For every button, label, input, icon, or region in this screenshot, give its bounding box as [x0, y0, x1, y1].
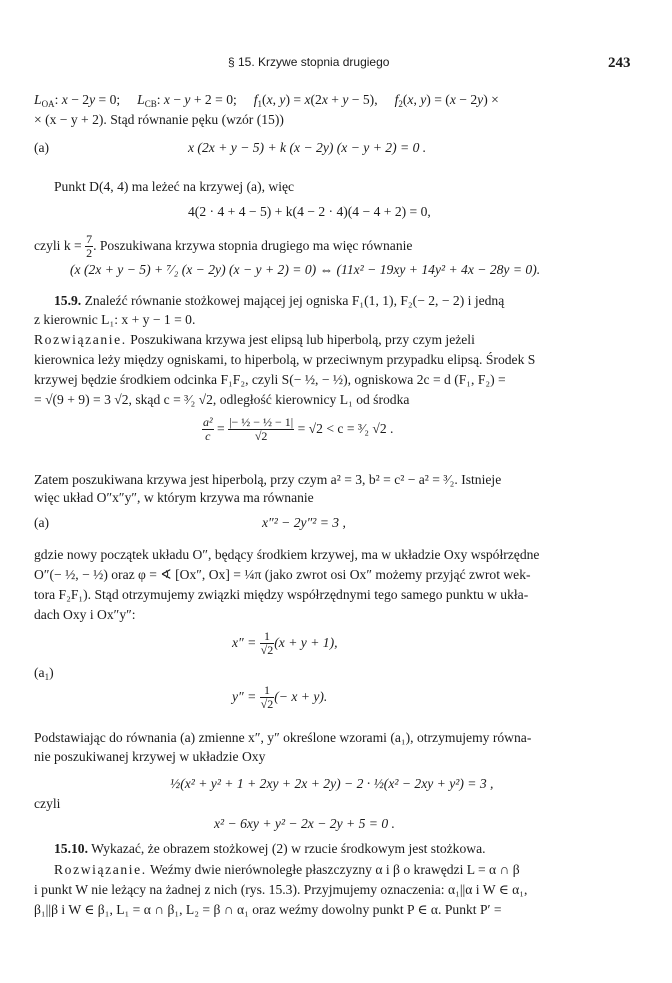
line-gdzie-2: O″(− ½, − ½) oraz φ = ∢ [Ox″, Ox] = ¼π (jako zwrot osi Ox″ możemy przyjąć zwrot wek- [34, 567, 531, 582]
problem-text: Wykazać, że obrazem stożkowej (2) w rzucie środkowym jest stożkowa. [91, 841, 486, 856]
problem-text: Znaleźć równanie stożkowej mającej jej ogniska F₁(1, 1), F₂(− 2, − 2) i jedną [84, 293, 505, 308]
fraction-denominator: √2 [260, 697, 274, 712]
equation-directrix: $\frac{\text{a²}}{c}$ = $\frac{\text{|− ½ − ½ − 1|}}{√2}$ = √2 < c = ³⁄₂ √2 . [203, 415, 394, 444]
equation-tag-a: (a) [34, 140, 50, 155]
line-czyli: czyli [34, 796, 61, 811]
fraction-numerator: |− ½ − ½ − 1| [229, 415, 294, 429]
equation-pencil: x (2x + y − 5) + k (x − 2y) (x − y + 2) = 0 . [188, 140, 427, 155]
solution-text: Poszukiwana krzywa jest elipsą lub hiperbolą, przy czym jeżeli [130, 332, 475, 347]
czyli-k-prefix: czyli k = [34, 237, 86, 253]
fraction-1-sqrt2 [260, 630, 275, 657]
line-gdzie-4: dach Oxy i Ox″y″: [34, 607, 136, 622]
fraction-1-sqrt2-b [260, 684, 275, 711]
problem-15-10 [54, 842, 486, 856]
y-rhs: (− x + y). [274, 688, 328, 704]
equation-substitution: 4(2 · 4 + 4 − 5) + k(4 − 2 · 4)(4 − 4 + 2) = 0, [188, 204, 431, 219]
fraction-numerator: a² [203, 415, 213, 429]
line-podstawiajac: Podstawiając do równania (a) zmienne x″, y″ określone wzorami (a₁), otrzymujemy równa- [34, 730, 532, 745]
equation-result: (x (2x + y − 5) + ⁷⁄₂ (x − 2y) (x − y + 2) = 0) ⇔ (11x² − 19xy + 14y² + 4x − 28y = 0). [70, 262, 541, 277]
solution-line-1 [34, 333, 475, 347]
problem-15-9-line2: z kierownic L₁: x + y − 1 = 0. [34, 312, 196, 327]
solution-label: Rozwiązanie. [34, 332, 127, 347]
fraction-denominator: √2 [260, 643, 274, 658]
czyli-k-suffix: . Poszukiwana krzywa stopnia drugiego ma więc równanie [93, 237, 413, 253]
fraction-abs-sqrt2 [228, 416, 294, 443]
fraction-denominator: 2 [86, 246, 93, 261]
solution-line-3: krzywej będzie środkiem odcinka F₁F₂, czyli S(− ½, − ½), ogniskowa 2c = d (F₁, F₂) = [34, 372, 506, 387]
tag-open: (a [34, 665, 45, 680]
fraction-7-2 [85, 233, 93, 260]
line-gdzie-3: tora F₂F₁). Stąd otrzymujemy związki między współrzędnymi tego samego punktu w ukła- [34, 587, 529, 602]
problem-15-9 [54, 294, 504, 308]
equation-hyperbola-canonical: x″² − 2y″² = 3 , [262, 515, 346, 530]
line-gdzie-1: gdzie nowy początek układu O″, będący środkiem krzywej, ma w układzie Oxy współrzędne [34, 547, 540, 562]
page-number: 243 [608, 55, 631, 71]
solution-2-line-1 [54, 863, 520, 877]
x-rhs: (x + y + 1), [274, 634, 338, 650]
line-zatem: Zatem poszukiwana krzywa jest hiperbolą, przy czym a² = 3, b² = c² − a² = ³⁄₂. Istnieje [34, 472, 502, 487]
line-czyli-k [34, 233, 412, 260]
equation-x-transform [232, 630, 338, 657]
solution-line-2: kierownica leży między ogniskami, to hiperbolą, w przeciwnym przypadku elipsą. Środek S [34, 352, 536, 367]
fraction-denominator: √2 [254, 429, 268, 444]
solution-line-4: = √(9 + 9) = 3 √2, skąd c = ³⁄₂ √2, odległość kierownicy L₁ od środka [34, 392, 410, 407]
line-1: $L_{OA}$: x − 2y = 0; $L_{CB}$: x − y + 2 = 0; $f_1(x$, y) = x(2x + y − 5), $f_2(x$, y) = (x − 2y) × [34, 92, 499, 109]
fraction-numerator: 1 [260, 684, 275, 698]
line-nie-poszukiwanej: nie poszukiwanej krzywej w układzie Oxy [34, 749, 266, 764]
problem-number: 15.10. [54, 841, 88, 856]
running-header: § 15. Krzywe stopnia drugiego [228, 55, 390, 69]
fraction-numerator: 7 [86, 232, 93, 246]
fraction-denominator: c [205, 429, 211, 444]
line-punkt: Punkt D(4, 4) ma leżeć na krzywej (a), więc [54, 179, 295, 194]
solution-text: Weźmy dwie nierównoległe płaszczyzny α i β o krawędzi L = α ∩ β [149, 862, 520, 877]
line-2: × (x − y + 2). Stąd równanie pęku (wzór (15)) [34, 112, 284, 127]
y-lhs: y″ = [232, 688, 260, 704]
line-wiec: więc układ O″x″y″, w którym krzywa ma równanie [34, 490, 314, 505]
fraction-a2-c [202, 416, 214, 443]
equation-substituted: ½(x² + y² + 1 + 2xy + 2x + 2y) − 2 · ½(x² − 2xy + y²) = 3 , [170, 776, 494, 791]
solution-2-line-3: β₁||β i W ∈ β₁, L₁ = α ∩ β₁, L₂ = β ∩ α₁ oraz weźmy dowolny punkt P ∈ α. Punkt P′ = [34, 902, 502, 917]
equation-final: x² − 6xy + y² − 2x − 2y + 5 = 0 . [214, 816, 395, 831]
solution-2-line-2: i punkt W nie leżący na żadnej z nich (rys. 15.3). Przyjmujemy oznaczenia: α₁||α i W ∈ α₁, [34, 882, 528, 897]
tag-close: ) [49, 665, 54, 680]
problem-number: 15.9. [54, 293, 82, 308]
equation-tag-a1 [34, 666, 54, 680]
tag-sub: 1 [44, 672, 50, 682]
x-lhs: x″ = [232, 634, 260, 650]
solution-label: Rozwiązanie. [54, 862, 147, 877]
equation-tag-a-2: (a) [34, 515, 50, 530]
equation-y-transform [232, 684, 327, 711]
fraction-numerator: 1 [260, 630, 275, 644]
equation-rhs: = √2 < c = ³⁄₂ √2 . [297, 420, 394, 436]
